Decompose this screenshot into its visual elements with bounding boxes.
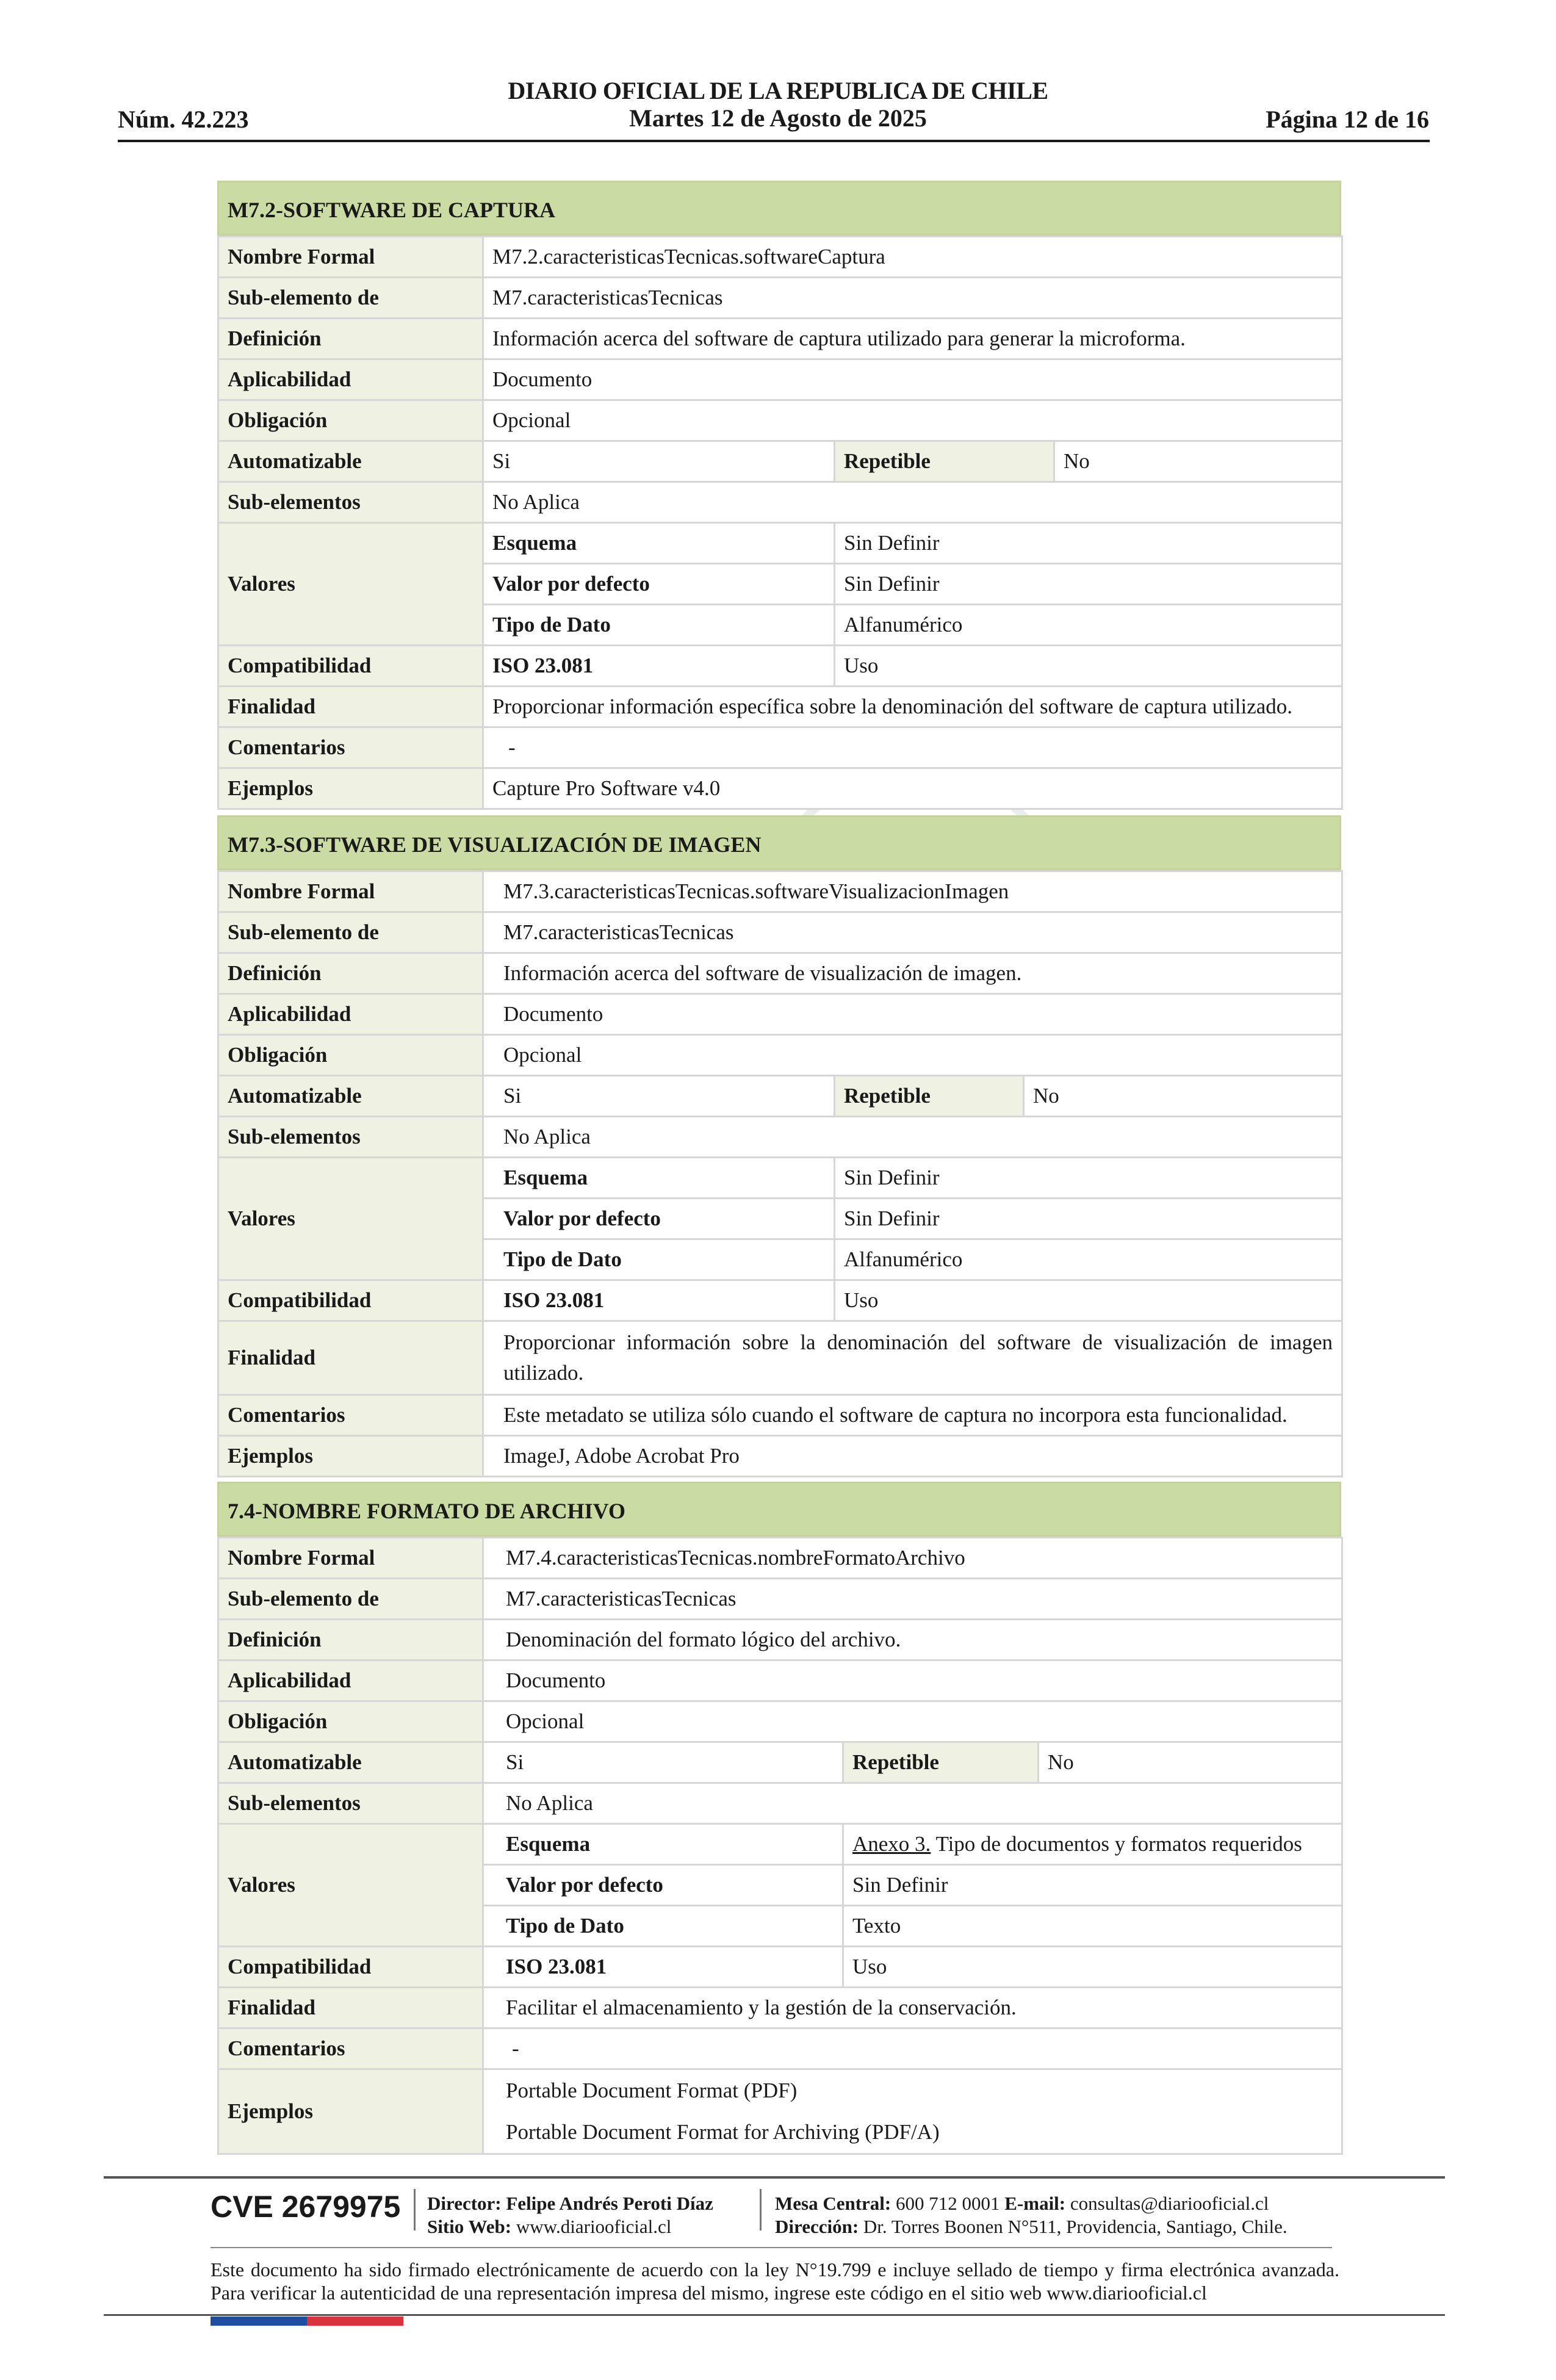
value-nombre-formal: M7.3.caracteristicasTecnicas.softwareVisualizacionImagen xyxy=(483,871,1342,912)
annex-link[interactable]: Anexo 3. xyxy=(852,1832,931,1856)
label-valor-por-defecto: Valor por defecto xyxy=(483,1199,835,1239)
table-row xyxy=(218,994,1342,1035)
value-finalidad: Facilitar el almacenamiento y la gestión de la conservación. xyxy=(483,1988,1342,2028)
value-compat-use: Uso xyxy=(843,1947,1342,1988)
label-aplicabilidad: Aplicabilidad xyxy=(218,359,483,400)
web-label: Sitio Web: xyxy=(427,2216,512,2237)
label-finalidad: Finalidad xyxy=(218,1321,483,1395)
value-esquema xyxy=(843,1824,1342,1865)
value-sub-elementos: No Aplica xyxy=(483,482,1342,523)
value-nombre-formal: M7.2.caracteristicasTecnicas.softwareCaptura xyxy=(483,237,1342,278)
table-row xyxy=(218,278,1342,319)
value-comentarios: - xyxy=(483,727,1342,768)
label-sub-elemento-de: Sub-elemento de xyxy=(218,1579,483,1620)
table-row xyxy=(218,359,1342,400)
label-obligacion: Obligación xyxy=(218,1701,483,1742)
footer-divider xyxy=(760,2189,762,2230)
table-row xyxy=(218,1947,1342,1988)
value-sub-elemento-de: M7.caracteristicasTecnicas xyxy=(483,278,1342,319)
label-nombre-formal: Nombre Formal xyxy=(218,1538,483,1579)
email-label: E-mail: xyxy=(1004,2193,1066,2214)
table-row xyxy=(218,768,1342,809)
table-row xyxy=(218,1280,1342,1321)
label-compatibilidad: Compatibilidad xyxy=(218,646,483,687)
table-row xyxy=(218,1742,1342,1783)
label-repetible: Repetible xyxy=(843,1742,1039,1783)
table-row xyxy=(218,1538,1342,1579)
label-definicion: Definición xyxy=(218,1620,483,1661)
label-aplicabilidad: Aplicabilidad xyxy=(218,1661,483,1701)
label-valores: Valores xyxy=(218,1824,483,1947)
value-compat-standard: ISO 23.081 xyxy=(483,646,835,687)
metadata-table xyxy=(217,870,1343,1477)
value-repetible: No xyxy=(1024,1076,1342,1117)
value-obligacion: Opcional xyxy=(483,1035,1342,1076)
legal-notice: Este documento ha sido firmado electrónicamente de acuerdo con la ley N°19.799 e incluye sellado de tiempo y firma electrónica avanzada. Para verificar la autenticidad de una representación impresa del mismo, ingrese este código en el sitio web www.diariooficial.cl xyxy=(211,2259,1339,2304)
section-title: M7.3-SOFTWARE DE VISUALIZACIÓN DE IMAGEN xyxy=(217,815,1341,870)
label-finalidad: Finalidad xyxy=(218,1988,483,2028)
label-comentarios: Comentarios xyxy=(218,727,483,768)
label-valores: Valores xyxy=(218,1158,483,1280)
value-compat-use: Uso xyxy=(835,646,1342,687)
table-row xyxy=(218,319,1342,359)
label-esquema: Esquema xyxy=(483,1824,843,1865)
table-row xyxy=(218,1824,1342,1865)
value-automatizable: Si xyxy=(483,1076,835,1117)
table-row xyxy=(218,523,1342,564)
section-title: M7.2-SOFTWARE DE CAPTURA xyxy=(217,181,1341,236)
label-automatizable: Automatizable xyxy=(218,441,483,482)
metadata-table xyxy=(217,1537,1343,2155)
label-valor-por-defecto: Valor por defecto xyxy=(483,1865,843,1906)
label-nombre-formal: Nombre Formal xyxy=(218,871,483,912)
label-sub-elementos: Sub-elementos xyxy=(218,1783,483,1824)
example-item: Portable Document Format for Archiving (PDF/A) xyxy=(506,2120,940,2144)
issue-number: Núm. 42.223 xyxy=(118,106,249,133)
value-repetible: No xyxy=(1039,1742,1342,1783)
flag-stripe-red xyxy=(307,2317,403,2326)
label-definicion: Definición xyxy=(218,953,483,994)
value-automatizable: Si xyxy=(483,1742,843,1783)
table-row xyxy=(218,1701,1342,1742)
header-rule xyxy=(118,140,1430,142)
example-item: Portable Document Format (PDF) xyxy=(506,2079,798,2102)
table-row xyxy=(218,871,1342,912)
label-sub-elemento-de: Sub-elemento de xyxy=(218,912,483,953)
value-valor-por-defecto: Sin Definir xyxy=(843,1865,1342,1906)
table-row xyxy=(218,1035,1342,1076)
label-comentarios: Comentarios xyxy=(218,1395,483,1436)
value-sub-elementos: No Aplica xyxy=(483,1783,1342,1824)
value-compat-use: Uso xyxy=(835,1280,1342,1321)
section-nombre-formato-archivo xyxy=(217,1482,1341,2155)
value-definicion: Denominación del formato lógico del archivo. xyxy=(483,1620,1342,1661)
label-tipo-de-dato: Tipo de Dato xyxy=(483,1906,843,1947)
metadata-table xyxy=(217,236,1343,810)
table-row xyxy=(218,1436,1342,1477)
footer-divider xyxy=(414,2189,416,2230)
footer-rule-mid xyxy=(211,2247,1332,2248)
value-tipo-de-dato: Alfanumérico xyxy=(835,1239,1342,1280)
value-aplicabilidad: Documento xyxy=(483,1661,1342,1701)
label-obligacion: Obligación xyxy=(218,400,483,441)
section-software-captura xyxy=(217,181,1341,810)
label-tipo-de-dato: Tipo de Dato xyxy=(483,1239,835,1280)
label-aplicabilidad: Aplicabilidad xyxy=(218,994,483,1035)
table-row xyxy=(218,1579,1342,1620)
value-sub-elemento-de: M7.caracteristicasTecnicas xyxy=(483,1579,1342,1620)
cve-code: CVE 2679975 xyxy=(211,2190,401,2224)
value-finalidad: Proporcionar información específica sobre la denominación del software de captura utilizado. xyxy=(483,687,1342,727)
issue-date: Martes 12 de Agosto de 2025 xyxy=(629,104,927,132)
email-link[interactable]: consultas@diariooficial.cl xyxy=(1070,2193,1269,2214)
esquema-text: Tipo de documentos y formatos requeridos xyxy=(935,1832,1302,1856)
value-definicion: Información acerca del software de captura utilizado para generar la microforma. xyxy=(483,319,1342,359)
value-definicion: Información acerca del software de visualización de imagen. xyxy=(483,953,1342,994)
label-repetible: Repetible xyxy=(835,441,1054,482)
page-number: Página 12 de 16 xyxy=(1266,106,1429,133)
table-row xyxy=(218,400,1342,441)
label-finalidad: Finalidad xyxy=(218,687,483,727)
label-tipo-de-dato: Tipo de Dato xyxy=(483,605,835,646)
label-automatizable: Automatizable xyxy=(218,1742,483,1783)
label-valor-por-defecto: Valor por defecto xyxy=(483,564,835,605)
table-row xyxy=(218,482,1342,523)
direccion-value: Dr. Torres Boonen N°511, Providencia, Santiago, Chile. xyxy=(863,2216,1288,2237)
label-ejemplos: Ejemplos xyxy=(218,2069,483,2154)
table-row xyxy=(218,1620,1342,1661)
value-sub-elementos: No Aplica xyxy=(483,1117,1342,1158)
website-link[interactable]: www.diariooficial.cl xyxy=(516,2216,672,2237)
value-obligacion: Opcional xyxy=(483,1701,1342,1742)
value-ejemplos: Capture Pro Software v4.0 xyxy=(483,768,1342,809)
label-sub-elementos: Sub-elementos xyxy=(218,1117,483,1158)
label-esquema: Esquema xyxy=(483,523,835,564)
value-comentarios: Este metadato se utiliza sólo cuando el software de captura no incorpora esta funcionalidad. xyxy=(483,1395,1342,1436)
mesa-phone: 600 712 0001 xyxy=(896,2193,1000,2214)
value-automatizable: Si xyxy=(483,441,835,482)
direccion-label: Dirección: xyxy=(775,2216,859,2237)
value-esquema: Sin Definir xyxy=(835,523,1342,564)
mesa-label: Mesa Central: xyxy=(775,2193,891,2214)
label-sub-elemento-de: Sub-elemento de xyxy=(218,278,483,319)
table-row xyxy=(218,237,1342,278)
value-sub-elemento-de: M7.caracteristicasTecnicas xyxy=(483,912,1342,953)
table-row xyxy=(218,441,1342,482)
table-row xyxy=(218,912,1342,953)
director-info xyxy=(427,2192,713,2238)
value-tipo-de-dato: Texto xyxy=(843,1906,1342,1947)
table-row xyxy=(218,1395,1342,1436)
contact-info xyxy=(775,2192,1288,2238)
footer-rule-bottom xyxy=(104,2314,1445,2316)
label-repetible: Repetible xyxy=(835,1076,1024,1117)
table-row xyxy=(218,953,1342,994)
value-ejemplos xyxy=(483,2069,1342,2154)
table-row xyxy=(218,687,1342,727)
value-comentarios: - xyxy=(483,2028,1342,2069)
value-tipo-de-dato: Alfanumérico xyxy=(835,605,1342,646)
table-row xyxy=(218,1076,1342,1117)
value-obligacion: Opcional xyxy=(483,400,1342,441)
director-name: Felipe Andrés Peroti Díaz xyxy=(506,2193,713,2214)
gazette-title: DIARIO OFICIAL DE LA REPUBLICA DE CHILE xyxy=(508,77,1048,104)
section-software-visualizacion xyxy=(217,815,1341,1477)
label-comentarios: Comentarios xyxy=(218,2028,483,2069)
label-compatibilidad: Compatibilidad xyxy=(218,1280,483,1321)
value-valor-por-defecto: Sin Definir xyxy=(835,564,1342,605)
value-valor-por-defecto: Sin Definir xyxy=(835,1199,1342,1239)
label-ejemplos: Ejemplos xyxy=(218,1436,483,1477)
value-compat-standard: ISO 23.081 xyxy=(483,1280,835,1321)
label-nombre-formal: Nombre Formal xyxy=(218,237,483,278)
footer-rule-top xyxy=(104,2176,1445,2179)
label-definicion: Definición xyxy=(218,319,483,359)
table-row xyxy=(218,727,1342,768)
label-sub-elementos: Sub-elementos xyxy=(218,482,483,523)
label-automatizable: Automatizable xyxy=(218,1076,483,1117)
table-row xyxy=(218,1783,1342,1824)
value-ejemplos: ImageJ, Adobe Acrobat Pro xyxy=(483,1436,1342,1477)
value-finalidad: Proporcionar información sobre la denominación del software de visualización de imagen utilizado. xyxy=(483,1321,1342,1395)
table-row xyxy=(218,1158,1342,1199)
label-compatibilidad: Compatibilidad xyxy=(218,1947,483,1988)
section-title: 7.4-NOMBRE FORMATO DE ARCHIVO xyxy=(217,1482,1341,1537)
label-obligacion: Obligación xyxy=(218,1035,483,1076)
table-row xyxy=(218,2028,1342,2069)
value-repetible: No xyxy=(1054,441,1342,482)
value-aplicabilidad: Documento xyxy=(483,994,1342,1035)
flag-stripe-blue xyxy=(211,2317,307,2326)
table-row xyxy=(218,1661,1342,1701)
table-row xyxy=(218,646,1342,687)
value-compat-standard: ISO 23.081 xyxy=(483,1947,843,1988)
table-row xyxy=(218,1321,1342,1395)
label-valores: Valores xyxy=(218,523,483,646)
table-row xyxy=(218,1117,1342,1158)
director-label: Director: xyxy=(427,2193,502,2214)
label-ejemplos: Ejemplos xyxy=(218,768,483,809)
value-esquema: Sin Definir xyxy=(835,1158,1342,1199)
table-row xyxy=(218,2069,1342,2154)
value-nombre-formal: M7.4.caracteristicasTecnicas.nombreFormatoArchivo xyxy=(483,1538,1342,1579)
table-row xyxy=(218,1988,1342,2028)
label-esquema: Esquema xyxy=(483,1158,835,1199)
value-aplicabilidad: Documento xyxy=(483,359,1342,400)
